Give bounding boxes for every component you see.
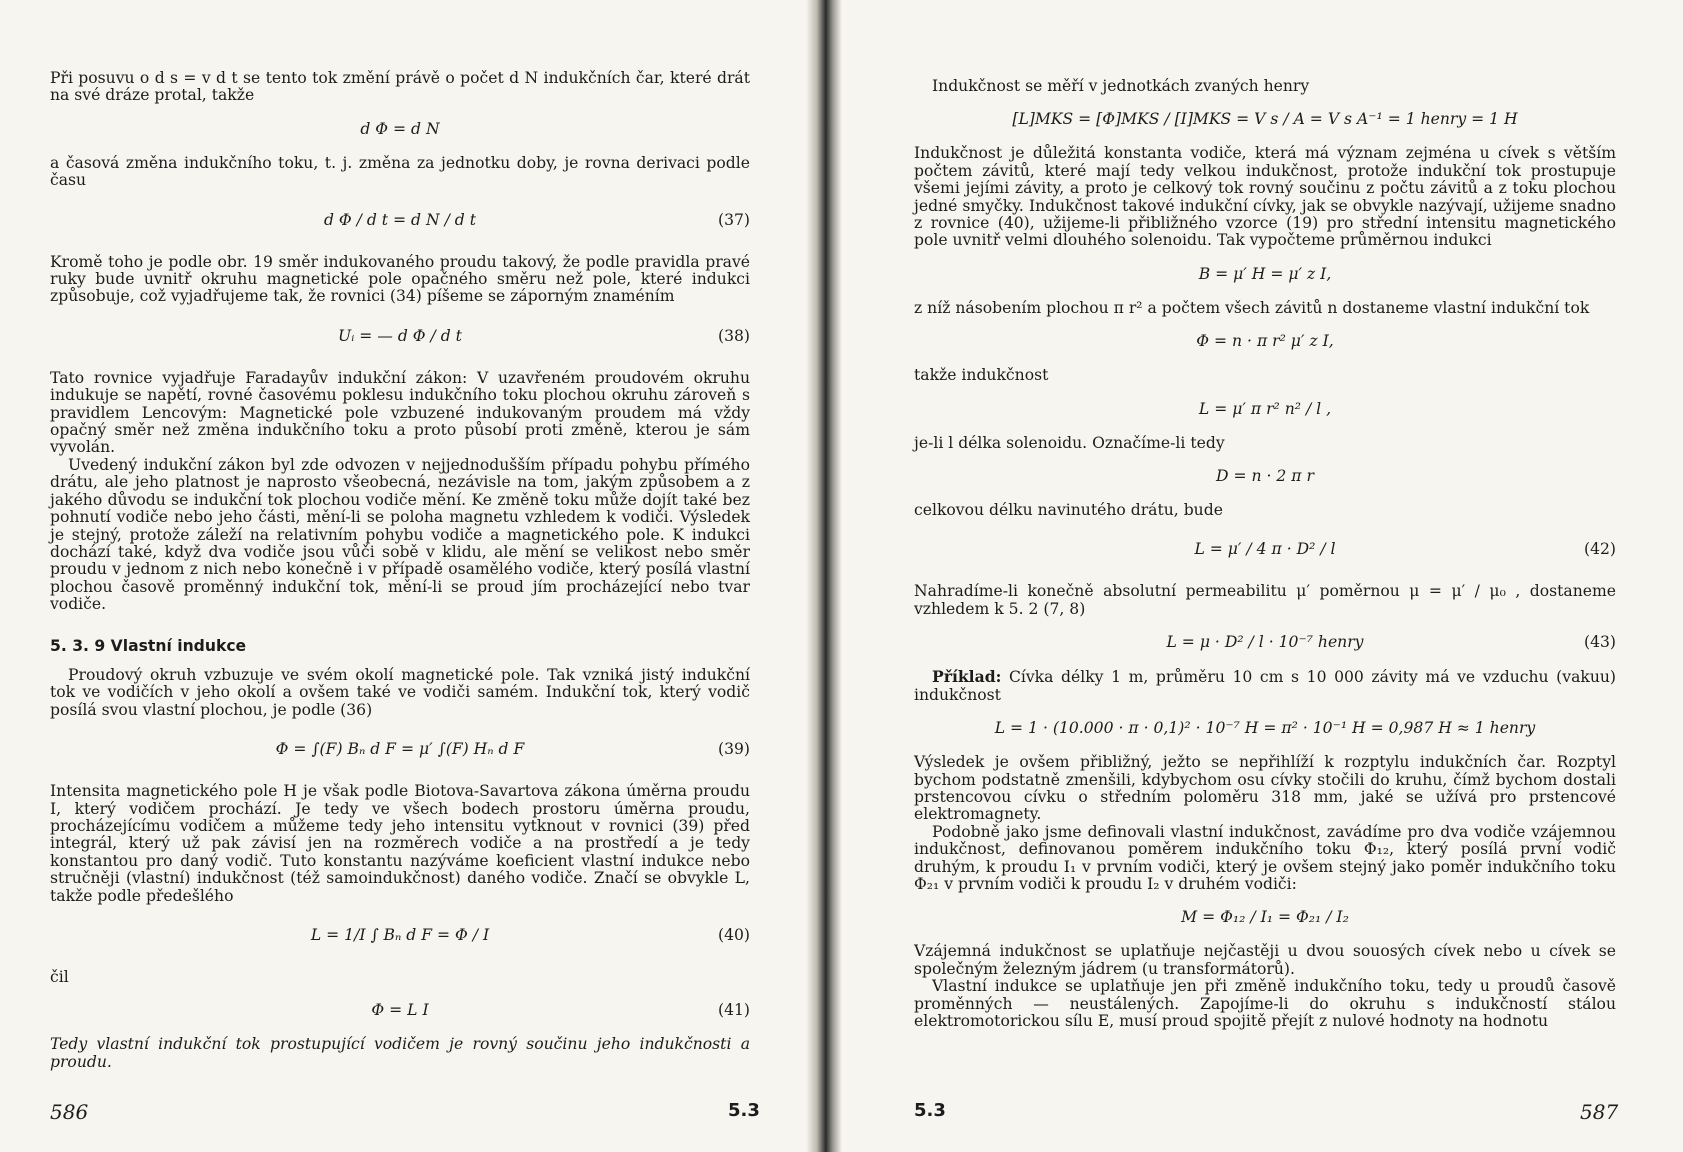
book-gutter xyxy=(806,0,842,1152)
paragraph: Intensita magnetického pole H je však podle Biotova-Savartova zákona úměrna proudu I, který vodičem prochází. Je tedy ve všech bodech prostoru úměrna proudu, procházejícímu vodičem a můžeme tedy jeho intensitu vytknout v rovnici (39) před integrál, který už pak závisí jen na rozměrech vodiče a na prostředí a je tedy konstantou pro daný vodič. Tuto konstantu nazýváme koeficient vlastní indukce nebo stručněji (vlastní) indukčnost (též samoindukčnost) daného vodiče. Značí se obvykle L, takže podle předešlého xyxy=(50,782,750,905)
equation-formula: d Φ = d N xyxy=(360,119,440,138)
equation-37 xyxy=(50,198,750,246)
equation-number: (41) xyxy=(717,1001,750,1020)
equation-38 xyxy=(50,314,750,362)
section-marker: 5.3 xyxy=(728,1100,760,1121)
equation-formula: L = 1/I ∫ Bₙ d F = Φ / I xyxy=(310,926,490,944)
equation-formula: M = Φ₁₂ / I₁ = Φ₂₁ / I₂ xyxy=(1181,908,1349,927)
equation-42 xyxy=(914,527,1616,575)
paragraph: Kromě toho je podle obr. 19 směr indukovaného proudu takový, že podle pravidla pravé ruky bude uvnitř okruhu magnetické pole opačného směru než pole, které indukci způsobuje, což vyjadřujeme tak, že rovnici (34) píšeme se záporným znaméním xyxy=(50,252,750,306)
equation-formula: Φ = n · π r² μ′ z I, xyxy=(1196,332,1334,351)
equation xyxy=(50,113,750,147)
paragraph: Indukčnost se měří v jednotkách zvaných henry xyxy=(932,77,1310,95)
paragraph: a časová změna indukčního toku, t. j. změna za jednotku doby, je rovna derivaci podle času xyxy=(50,153,750,190)
equation xyxy=(914,325,1616,359)
equation-number: (42) xyxy=(1583,540,1616,559)
left-column xyxy=(50,70,750,1071)
equation xyxy=(914,393,1616,427)
paragraph: celkovou délku navinutého drátu, bude xyxy=(914,501,1223,520)
equation-43 xyxy=(914,626,1616,660)
paragraph: Uvedený indukční zákon byl zde odvozen v nejjednodušším případu pohybu přímého drátu, ale jeho platnost je naprosto všeobecná, nezávisle na tom, jakým způsobem a z jakého důvodu se indukční tok plochou vodiče mění. Ke změně toku může dojít také bez pohnutí vodiče nebo jeho části, mění-li se poloha magnetu vzhledem k vodiči. Výsledek je stejný, protože záleží na relativním pohybu vodiče a magnetického pole. K indukci dochází také, když dva vodiče jsou vůči sobě v klidu, ale mění se velikost nebo směr proudu v jednom z nich nebo konečně i v případě osamělého vodiče, který posílá vlastní plochou časově proměnný indukční tok, mění-li se proud jím procházející nebo tvar vodiče. xyxy=(50,455,750,614)
right-page xyxy=(822,0,1683,1152)
paragraph: takže indukčnost xyxy=(914,366,1049,385)
paragraph: Indukčnost je důležitá konstanta vodiče, která má význam zejména u cívek s větším počtem závitů, které mají tedy velkou indukčnost, protože indukční tok prostupuje všemi jejími závity, a proto je celkový tok rovný součinu z počtu závitů a z toku plochou jedné smyčky. Indukčnost takové indukční cívky, jak se obvykle nazývají, užijeme snadno z rovnice (40), užijeme-li přibližného vzorce (19) pro střední intensitu magnetického pole uvnitř velmi dlouhého solenoidu. Tak vypočteme průměrnou indukci xyxy=(914,144,1616,250)
equation xyxy=(914,460,1616,494)
paragraph: Vzájemná indukčnost se uplatňuje nejčastěji u dvou souosých cívek nebo u cívek se společným železným jádrem (u transformátorů). xyxy=(914,942,1616,978)
equation-formula: L = 1 · (10.000 · π · 0,1)² · 10⁻⁷ H = π² · 10⁻¹ H = 0,987 H ≈ 1 henry xyxy=(994,719,1536,738)
equation xyxy=(914,258,1616,292)
section-marker: 5.3 xyxy=(914,1100,946,1121)
equation-number: (40) xyxy=(717,926,750,944)
paragraph: Výsledek je ovšem přibližný, ježto se nepřihlíží k rozptylu indukčních čar. Rozptyl bychom podstatně zmenšili, kdybychom osu cívky stočili do kruhu, čímž bychom dostali prstencovou cívku o středním poloměru 318 mm, jaké se užívá pro prstencové elektromagnety. xyxy=(914,753,1616,824)
example-label: Příklad: xyxy=(932,667,1002,687)
section-heading: 5. 3. 9 Vlastní indukce xyxy=(50,636,247,655)
example-paragraph xyxy=(914,668,1616,704)
equation-formula: D = n · 2 π r xyxy=(1216,467,1314,486)
left-page xyxy=(0,0,822,1152)
right-column xyxy=(914,78,1616,1030)
equation xyxy=(914,901,1616,935)
equation-39 xyxy=(50,727,750,775)
equation-formula: B = μ′ H = μ′ z I, xyxy=(1198,264,1332,283)
paragraph: je-li l délka solenoidu. Označíme-li tedy xyxy=(914,433,1225,452)
paragraph-mutual-inductance: Podobně jako jsme definovali vlastní indukčnost, zavádíme pro dva vodiče vzájemnou indukčnost, definovanou poměrem indukčního toku Φ₁₂, který posílá první vodič druhým, k proudu I₁ v prvním vodiči, který je ovšem stejný jako poměr indukčního toku Φ₂₁ v prvním vodiči k proudu I₂ v druhém vodiči: xyxy=(914,822,1616,893)
paragraph-faraday-law: Tato rovnice vyjadřuje Faradayův indukční zákon: V uzavřeném proudovém okruhu indukuje se napětí, rovné časovému poklesu indukčního toku plochou okruhu zároveň s pravidlem Lencovým: Magnetické pole vzbuzené indukovaným proudem má vždy opačný směr než změna indukčního toku a proto působí proti změně, kterou je sám vyvolán. xyxy=(50,368,750,457)
equation-formula: d Φ / d t = d N / d t xyxy=(323,210,477,229)
paragraph: čil xyxy=(50,968,69,986)
equation-formula: Uᵢ = — d Φ / d t xyxy=(338,326,462,345)
equation-formula: L = μ′ / 4 π · D² / l xyxy=(1194,540,1336,559)
paragraph: Nahradíme-li konečně absolutní permeabilitu μ′ poměrnou μ = μ′ / μ₀ , dostaneme vzhledem k 5. 2 (7, 8) xyxy=(914,582,1616,618)
equation-40 xyxy=(50,913,750,961)
equation-number: (38) xyxy=(717,326,750,345)
equation-number: (43) xyxy=(1583,633,1616,652)
page-number: 586 xyxy=(50,1100,89,1124)
equation-formula: L = μ · D² / l · 10⁻⁷ henry xyxy=(1166,633,1364,652)
page-number: 587 xyxy=(1580,1100,1619,1124)
equation-formula: [L]MKS = [Φ]MKS / [I]MKS = V s / A = V s A⁻¹ = 1 henry = 1 H xyxy=(1012,110,1518,129)
paragraph: Proudový okruh vzbuzuje ve svém okolí magnetické pole. Tak vzniká jistý indukční tok ve vodičích v jeho okolí a ovšem také ve vodiči samém. Indukční tok, který vodič posílá svou vlastní plochou, je podle (36) xyxy=(50,665,750,719)
equation-formula: Φ = ∫(F) Bₙ d F = μ′ ∫(F) Hₙ d F xyxy=(275,740,525,759)
paragraph-conclusion: Tedy vlastní indukční tok prostupující vodičem je rovný součinu jeho indukčnosti a proudu. xyxy=(50,1035,750,1071)
paragraph: Při posuvu o d s = v d t se tento tok změní právě o počet d N indukčních čar, které drát na své dráze protal, takže xyxy=(50,69,750,105)
equation-number: (39) xyxy=(717,740,750,759)
equation-formula: L = μ′ π r² n² / l , xyxy=(1198,399,1332,418)
equation-example xyxy=(914,712,1616,746)
equation-formula: Φ = L I xyxy=(371,1001,429,1020)
equation-units xyxy=(914,103,1616,137)
example-text: Cívka délky 1 m, průměru 10 cm s 10 000 závity má ve vzduchu (vakuu) indukčnost xyxy=(914,668,1616,704)
paragraph: z níž násobením plochou π r² a počtem všech závitů n dostaneme vlastní indukční tok xyxy=(914,298,1590,317)
equation-number: (37) xyxy=(717,210,750,229)
paragraph: Vlastní indukce se uplatňuje jen při změně indukčního toku, tedy u proudů časově proměnných — neustálených. Zapojíme-li do okruhu s indukčností stálou elektromotorickou sílu E, musí proud spojitě přejít z nulové hodnoty na hodnotu xyxy=(914,977,1616,1030)
equation-41 xyxy=(50,994,750,1028)
